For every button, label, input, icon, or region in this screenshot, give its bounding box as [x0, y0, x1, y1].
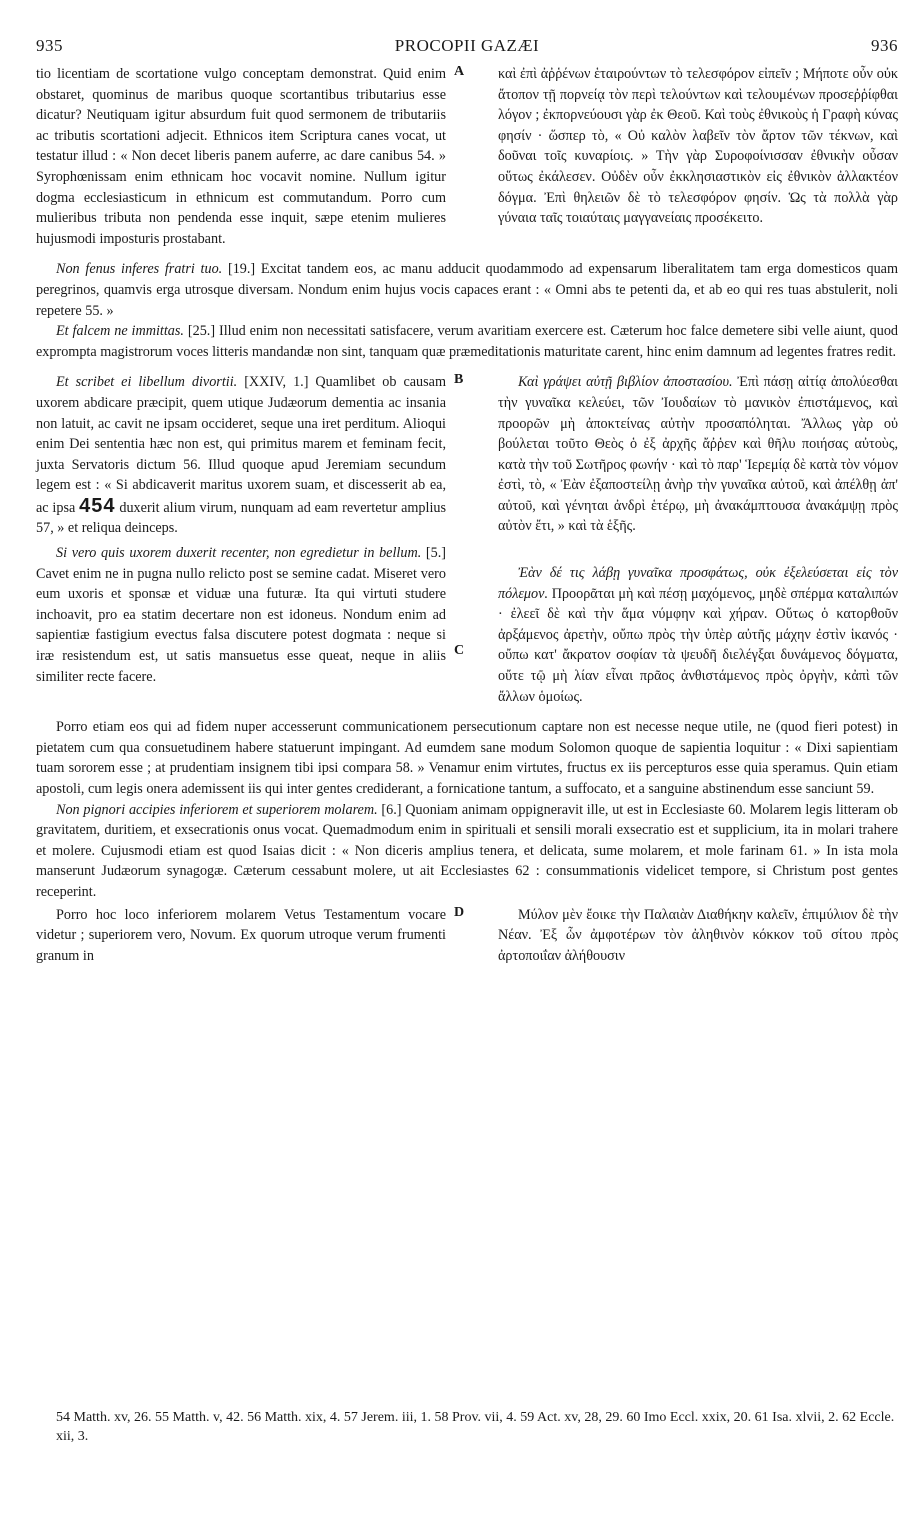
- lemma-molarem: Non pignori accipies inferiorem et superiorem molarem.: [56, 801, 378, 818]
- page-number-left: 935: [36, 36, 63, 55]
- margin-marker-d: D: [454, 904, 465, 920]
- latin-column-b: [36, 372, 446, 539]
- lemma-libellum: Et scribet ei libellum divortii.: [56, 374, 238, 391]
- latin-text-b-part1: [XXIV, 1.] Quamlibet ob causam uxorem abdicare præcipit, quem utique Judæorum dementia ac insania non latuit, ac cavit ne ipsam occideret, seque una iret perditum. Alioqui enim Dei sententia hæc non est, qui primitus marem et feminam fecit, juxta Servatoris dictum 56. Illud quoque apud Jeremiam secundum legem est : « Si abdicaverit maritus uxorem suam, et discesserit ab ea, ac ipsa: [36, 374, 446, 516]
- greek-text-c: [498, 563, 898, 707]
- latin-text-d: Porro hoc loco inferiorem molarem Vetus Testamentum vocare videtur ; superiorem vero, Novum. Ex quorum utroque verum frumenti granum in: [36, 906, 446, 964]
- greek-column-b: [498, 372, 898, 539]
- page-header: [36, 30, 898, 64]
- lemma-non-fenus: Non fenus inferes fratri tuo.: [56, 261, 223, 278]
- section-d: [36, 905, 898, 967]
- lemma-biblion: Καὶ γράψει αὐτῇ βιβλίον ἀποστασίου.: [518, 374, 733, 391]
- latin-column-c: [36, 543, 446, 707]
- footnotes: 54 Matth. xv, 26. 55 Matth. v, 42. 56 Matth. xix, 4. 57 Jerem. iii, 1. 58 Prov. vii, 4. 59 Act. xv, 28, 29. 60 Imo Eccl. xxix, 20. 61 Isa. xlvii, 2. 62 Eccle. xii, 3.: [56, 1410, 895, 1444]
- text-molarem: [6.] Quoniam animam oppigneravit ille, ut est in Ecclesiaste 60. Molarem legis litteram ob gravitatem, duritiem, et exsecrationis onus vocat. Quemadmodum enim in spirituali et sensili morali exsecratio est et supplicium, ita in molari trahere et molere. Cujusmodi etiam est quod Isaias dicit : « Non diceris amplius tenera, et delicata, sume molarem, et mole farinam 61. » In ista mola manserunt Judæorum synagogæ. Cæterum cessabunt molere, ut ait Ecclesiastes 62 : consummationis videlicet tempore, si Christum post gentes receperint.: [36, 801, 898, 900]
- paragraph-falcem: [36, 321, 898, 362]
- greek-text-b-body: Ἐπὶ πάσῃ αἰτίᾳ ἀπολύεσθαι τὴν γυναῖκα κελεύει, τῶν Ἰουδαίων τὸ μανικὸν ἐπιστάμενος, καὶ προορῶν μὴ ἀποκτείνας αὐτὴν προσαπόληται. Ἄλλως γὰρ οὐ βούλεται τοῦτο Θεὸς ὁ ἐξ ἀρχῆς ἄῤῥεν καὶ θῆλυ ποιήσας αὐτοὺς, κατὰ τὴν τοῦ Σωτῆρος φωνήν · καὶ τὸ παρ' Ἱερεμίᾳ δὲ κατὰ τὸν νόμον ἐστὶ, τὸ, « Ἐὰν ἐξαποστείλῃ ἀνὴρ τὴν γυναῖκα αὐτοῦ, καὶ ἀπέλθῃ ἀπ' αὐτοῦ, καὶ γένηται ἀνδρὶ ἑτέρῳ, μὴ ἀνακάμπτουσα ἀνακάμψῃ πρὸς αὐτὸν ἔτι, » καὶ τὰ ἑξῆς.: [498, 374, 898, 535]
- latin-text-b-part2: duxerit alium virum, nunquam ad eam revertetur amplius 57, » et reliqua deinceps.: [36, 499, 447, 537]
- latin-column-d: [36, 905, 446, 967]
- section-a: [36, 64, 898, 249]
- paragraph-molarem: [36, 800, 898, 903]
- margin-marker-a: A: [454, 64, 465, 79]
- greek-text-a: καὶ ἐπὶ ἀῤῥένων ἑταιρούντων τὸ τελεσφόρον εἰπεῖν ; Μήποτε οὖν οὐκ ἄτοπον τῇ πορνείᾳ τὸν περὶ τελούντων καὶ τελουμένων προσεῤῥίφθαι λόγον ; ἐκπορνεύουσι γὰρ ἐκ Θεοῦ. Καὶ τοὺς ἐθνικοὺς ἡ Γραφὴ κύνας φησίν · ὥσπερ τὸ, « Οὐ καλὸν λαβεῖν τὸν ἄρτον τῶν τέκνων, καὶ δοῦναι τοῖς κυναρίοις. » Τὴν γὰρ Συροφοίνισσαν ἐθνικὴν οὖσαν οὕτως ἐκάλεσεν. Οὐδὲν οὖν ἐκκλησιαστικὸν εἰς ἐθνικὸν ἀλλακτέον δόγμα. Ἐπὶ θηλειῶν δὲ τὸ τελεσφόρον φησίν. Ὡς τὰ πολλὰ γὰρ γύναια ταῖς τοιαύταις μαγγανείαις προσέκειτο.: [498, 66, 898, 227]
- greek-text-c-body: Προορᾶται μὴ καὶ πέσῃ μαχόμενος, μηδὲ σπέρμα καταλιπών · ἐλεεῖ δὲ καὶ τὴν ἅμα νύμφην καὶ χήραν. Οὕτως ὁ κατορθοῦν ἀρξάμενος ἀρετὴν, οὔπω πρὸς τὴν ὑπὲρ αὐτῆς μάχην ἐστὶν ἱκανός · οὔπω κατ' ἄκρατον σοφίαν τὰ ψευδῆ διελέγξαι δυνάμενος δόγματα, οὔτε τῷ μὴ λίαν εἶναι πρᾶος ἀνθιστάμενος πρὸς ὀργὴν, κἀπὶ τῶν ἄλλων ὁμοίως.: [498, 585, 898, 705]
- section-c: [36, 543, 898, 707]
- greek-column-a: [498, 64, 898, 249]
- latin-text-c-body: [5.] Cavet enim ne in pugna nullo relicto post se semine cadat. Miseret vero eum uxoris et sponsæ et viduæ una futuræ. Ita qui virtuti studere inchoavit, pro ea statim decertare non est idoneus. Nondum enim ad sapientiæ fastigium evectus falsa discutere potest dogmata : neque si iræ resistendum est, ut satis mansuetus esse queat, neque in aliis similiter recte facere.: [36, 545, 446, 685]
- full-width-section-2: [36, 717, 898, 902]
- greek-text-b: [498, 372, 898, 537]
- section-b: [36, 372, 898, 539]
- margin-marker-c: C: [454, 643, 465, 659]
- paragraph-porro-etiam: Porro etiam eos qui ad fidem nuper accesserunt communicationem persecutionum captare non est necesse neque utile, ne (quod fieri potest) in pietatem cum qua consuetudinem habere statuerunt impingant. Ad eumdem sane modum Solomon quoque de sapientia loquitur : « Dixi sapientiam tuam sororem esse ; at prudentiam insignem tibi ipsi compara 58. » Venamur enim virtutes, fructus ex iis percepturos esse quia speramus. Quin etiam apostoli, cum legis onera ademissent iis qui inter gentes crediderant, a fornicatione tantum, a suffocato, et a sanguine abstinendum esse sanciunt 59.: [36, 719, 898, 797]
- margin-marker-b: B: [454, 372, 464, 388]
- column-number: 454: [79, 494, 116, 517]
- lemma-uxorem: Si vero quis uxorem duxerit recenter, non egredietur in bellum.: [56, 545, 422, 562]
- running-title: PROCOPII GAZÆI: [394, 36, 540, 55]
- lemma-gynaika: Ἐὰν δέ τις λάβῃ γυναῖκα προσφάτως, οὐκ ἐξελεύσεται εἰς τὸν πόλεμον.: [498, 565, 898, 602]
- paragraph-non-fenus: [36, 259, 898, 321]
- greek-text-d: Μύλον μὲν ἔοικε τὴν Παλαιὰν Διαθήκην καλεῖν, ἐπιμύλιον δὲ τὴν Νέαν. Ἐξ ὧν ἀμφοτέρων τὸν ἀληθινὸν κόκκον τοῦ σίτου πρὸς ἀρτοποιΐαν ἀλήθουσιν: [498, 906, 898, 964]
- full-width-section-1: [36, 259, 898, 362]
- latin-text-c: [36, 543, 446, 687]
- page-number-right: 936: [871, 36, 898, 55]
- text-non-fenus: [19.] Excitat tandem eos, ac manu adducit quodammodo ad expensarum liberalitatem tam erga domesticos quam peregrinos, quamvis erga utrosque diversam. Nondum enim hujus vocis capaces erant : « Omni abs te petenti da, et ab eo qui res tuas abstulerit, noli repetere 55. »: [36, 261, 899, 319]
- lemma-falcem: Et falcem ne immittas.: [56, 323, 184, 340]
- text-falcem: [25.] Illud enim non necessitati satisfacere, verum avaritiam exercere est. Cæterum hoc falce demetere sibi velle aiunt, quod exprompta magistrorum voces litteris mandandæ non sint, tanquam quæ præmeditationis maturitate carent, hinc enim damnum ad legentes fratres redit.: [36, 323, 899, 360]
- greek-column-c: [498, 563, 898, 707]
- latin-column-a: [36, 64, 446, 249]
- latin-text-a: tio licentiam de scortatione vulgo conceptam demonstrat. Quid enim obstaret, quominus de maribus quoque scortantibus tributarius esse dicatur? Neutiquam igitur absurdum fuit quod sermonem de tributariis ac tributis scortationi adjecit. Ethnicos item Scriptura canes vocat, ut testatur illud : « Non decet liberis panem auferre, ac dare canibus 54. » Syrophœnissam enim ethnicam hoc vocavit nomine. Nullum igitur dogma ecclesiasticum in ethnicum est commutandum. Porro cum mulieribus tributa non pendenda esse inquit, sæpe etenim mulieres hujusmodi imposturis prostabant.: [36, 66, 446, 247]
- latin-text-b: [36, 372, 446, 539]
- greek-column-d: [498, 905, 898, 967]
